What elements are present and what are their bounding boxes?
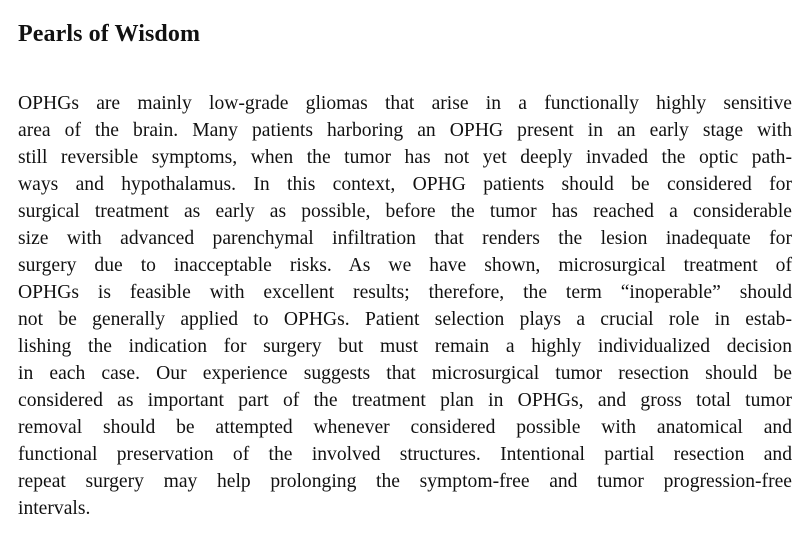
paragraph-line: intervals. bbox=[18, 498, 91, 519]
paragraph-line: in each case. Our experience suggests that microsurgical tumor resection should be bbox=[18, 363, 792, 384]
paragraph-line: surgery due to inacceptable risks. As we have shown, microsurgical treatment of bbox=[18, 255, 792, 276]
section-heading: Pearls of Wisdom bbox=[18, 21, 201, 47]
paragraph-line: size with advanced parenchymal infiltration that renders the lesion inadequate for bbox=[18, 228, 792, 249]
paragraph-line: area of the brain. Many patients harboring an OPHG present in an early stage with bbox=[18, 120, 792, 141]
paragraph-line: removal should be attempted whenever considered possible with anatomical and bbox=[18, 417, 792, 438]
paragraph-line: lishing the indication for surgery but must remain a highly individualized decision bbox=[18, 336, 792, 357]
paragraph-line: repeat surgery may help prolonging the symptom-free and tumor progression-free bbox=[18, 471, 792, 492]
paragraph-line: ways and hypothalamus. In this context, OPHG patients should be considered for bbox=[18, 174, 792, 195]
paragraph-line: not be generally applied to OPHGs. Patient selection plays a crucial role in estab- bbox=[18, 309, 792, 330]
paragraph-line: considered as important part of the treatment plan in OPHGs, and gross total tumor bbox=[18, 390, 792, 411]
body-paragraph bbox=[18, 90, 792, 522]
paragraph-line: OPHGs are mainly low-grade gliomas that arise in a functionally highly sensitive bbox=[18, 93, 792, 114]
paragraph-line: surgical treatment as early as possible, before the tumor has reached a considerable bbox=[18, 201, 792, 222]
paragraph-line: functional preservation of the involved structures. Intentional partial resection and bbox=[18, 444, 792, 465]
paragraph-line: still reversible symptoms, when the tumor has not yet deeply invaded the optic path- bbox=[18, 147, 792, 168]
paragraph-line: OPHGs is feasible with excellent results; therefore, the term “inoperable” should bbox=[18, 282, 792, 303]
